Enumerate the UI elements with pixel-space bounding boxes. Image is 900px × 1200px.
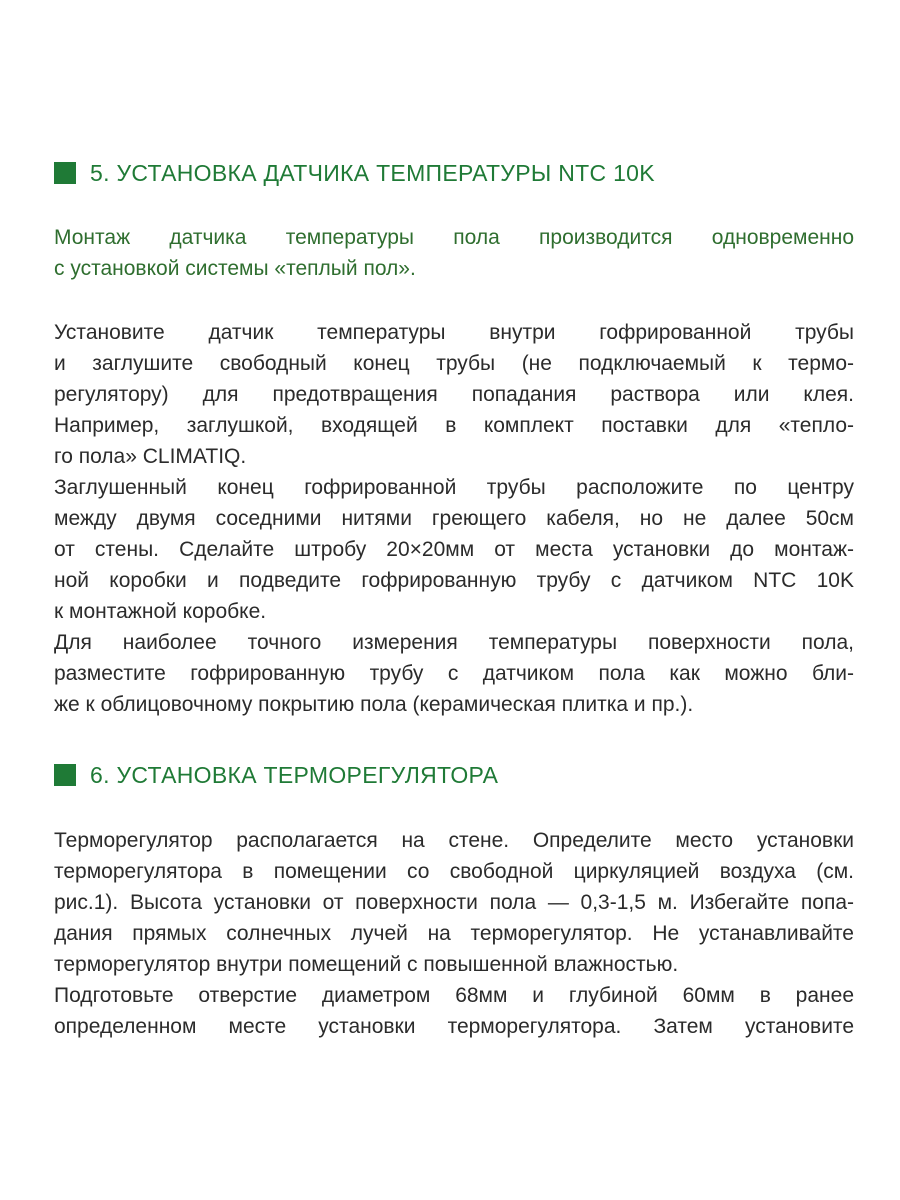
intro-line: с установкой системы «теплый пол». (54, 257, 416, 280)
body-line: Заглушенный конец гофрированной трубы расположите по центру (54, 476, 854, 499)
body-line: Для наиболее точного измерения температуры поверхности пола, (54, 631, 854, 654)
section-5-intro (54, 222, 854, 284)
body-line: же к облицовочному покрытию пола (керамическая плитка и пр.). (54, 693, 694, 716)
section-5-body (54, 317, 854, 720)
body-line: Например, заглушкой, входящей в комплект поставки для «тепло- (54, 414, 854, 437)
body-line: разместите гофрированную трубу с датчиком пола как можно бли- (54, 662, 854, 685)
body-line: определенном месте установки терморегулятора. Затем установите (54, 1015, 854, 1038)
body-line: Терморегулятор располагается на стене. Определите место установки (54, 829, 854, 852)
body-line: Установите датчик температуры внутри гофрированной трубы (54, 321, 854, 344)
body-line: дания прямых солнечных лучей на терморегулятор. Не устанавливайте (54, 922, 854, 945)
body-line: и заглушите свободный конец трубы (не подключаемый к термо- (54, 352, 854, 375)
section-5-header (54, 157, 655, 189)
section-6-title: 6. УСТАНОВКА ТЕРМОРЕГУЛЯТОРА (90, 761, 499, 788)
body-line: ной коробки и подведите гофрированную трубу с датчиком NTC 10K (54, 569, 854, 592)
section-6-header (54, 759, 498, 791)
body-line: между двумя соседними нитями греющего кабеля, но не далее 50см (54, 507, 854, 530)
body-line: рис.1). Высота установки от поверхности пола — 0,3-1,5 м. Избегайте попа- (54, 891, 854, 914)
green-square-bullet-icon (54, 764, 76, 786)
body-line: терморегулятор внутри помещений с повышенной влажностью. (54, 953, 679, 976)
green-square-bullet-icon (54, 162, 76, 184)
body-line: терморегулятора в помещении со свободной циркуляцией воздуха (см. (54, 860, 854, 883)
section-6-body (54, 825, 854, 1042)
body-line: регулятору) для предотвращения попадания раствора или клея. (54, 383, 854, 406)
body-line: го пола» CLIMATIQ. (54, 445, 247, 468)
body-line: к монтажной коробке. (54, 600, 267, 623)
intro-line: Монтаж датчика температуры пола производится одновременно (54, 226, 854, 249)
body-line: от стены. Сделайте штробу 20×20мм от места установки до монтаж- (54, 538, 854, 561)
body-line: Подготовьте отверстие диаметром 68мм и глубиной 60мм в ранее (54, 984, 854, 1007)
section-5-title: 5. УСТАНОВКА ДАТЧИКА ТЕМПЕРАТУРЫ NTC 10K (90, 159, 655, 186)
